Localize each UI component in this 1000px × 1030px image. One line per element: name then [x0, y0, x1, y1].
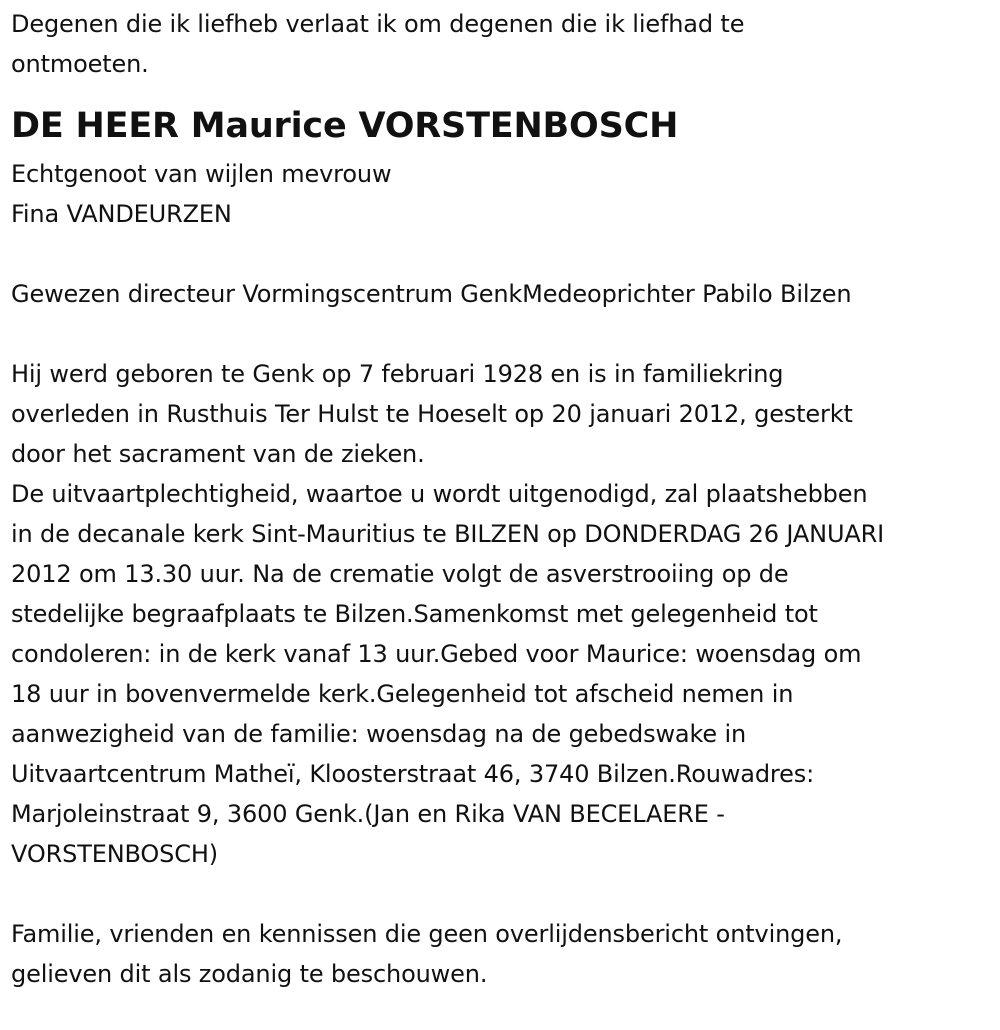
announcement-line: Hij werd geboren te Genk op 7 februari 1928 en is in familiekring — [11, 360, 784, 388]
closing-line: gelieven dit als zodanig te beschouwen. — [11, 960, 488, 988]
announcement-line: overleden in Rusthuis Ter Hulst te Hoeselt op 20 januari 2012, gesterkt — [11, 400, 853, 428]
announcement-line: VORSTENBOSCH) — [11, 840, 218, 868]
announcement-line: aanwezigheid van de familie: woensdag na de gebedswake in — [11, 720, 747, 748]
spacer — [11, 314, 986, 354]
relation-line: Fina VANDEURZEN — [11, 200, 232, 228]
announcement-line: condoleren: in de kerk vanaf 13 uur.Gebed voor Maurice: woensdag om — [11, 640, 862, 668]
obituary-notice — [11, 4, 986, 994]
announcement — [11, 354, 986, 874]
deceased-name: DE HEER Maurice VORSTENBOSCH — [11, 106, 679, 146]
motto-line: Degenen die ik liefheb verlaat ik om degenen die ik liefhad te — [11, 10, 745, 38]
spacer — [11, 234, 986, 274]
motto-line: ontmoeten. — [11, 50, 149, 78]
announcement-line: door het sacrament van de zieken. — [11, 440, 425, 468]
announcement-line: De uitvaartplechtigheid, waartoe u wordt uitgenodigd, zal plaatshebben — [11, 480, 868, 508]
announcement-line: stedelijke begraafplaats te Bilzen.Samenkomst met gelegenheid tot — [11, 600, 818, 628]
motto — [11, 4, 986, 84]
announcement-line: in de decanale kerk Sint-Mauritius te BILZEN op DONDERDAG 26 JANUARI — [11, 520, 885, 548]
spacer — [11, 874, 986, 914]
announcement-line: 18 uur in bovenvermelde kerk.Gelegenheid tot afscheid nemen in — [11, 680, 794, 708]
closing — [11, 914, 986, 994]
announcement-line: 2012 om 13.30 uur. Na de crematie volgt de asverstrooiing op de — [11, 560, 789, 588]
occupation: Gewezen directeur Vormingscentrum GenkMedeoprichter Pabilo Bilzen — [11, 280, 852, 308]
announcement-line: Marjoleinstraat 9, 3600 Genk.(Jan en Rika VAN BECELAERE - — [11, 800, 725, 828]
closing-line: Familie, vrienden en kennissen die geen overlijdensbericht ontvingen, — [11, 920, 843, 948]
announcement-line: Uitvaartcentrum Matheï, Kloosterstraat 46, 3740 Bilzen.Rouwadres: — [11, 760, 815, 788]
relation-line: Echtgenoot van wijlen mevrouw — [11, 160, 392, 188]
relation — [11, 154, 986, 234]
